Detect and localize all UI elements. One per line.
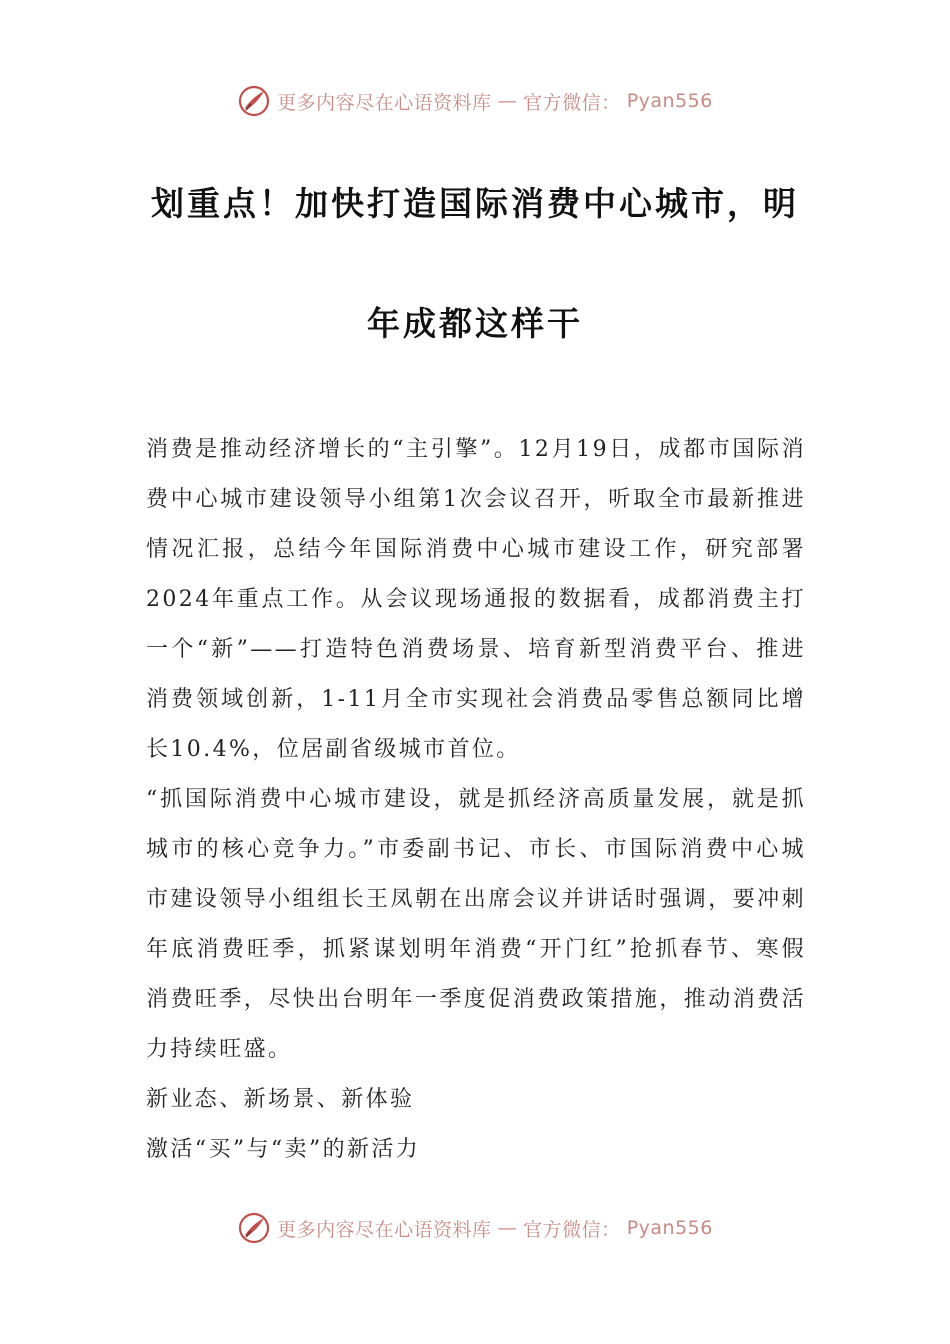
quill-pen-icon: [237, 84, 271, 118]
watermark-separator: —: [497, 1217, 518, 1239]
header-watermark: [0, 84, 950, 118]
watermark-brand: 更多内容尽在心语资料库: [277, 1218, 492, 1241]
watermark-wechat-label: 官方微信：: [523, 91, 621, 114]
watermark-brand: 更多内容尽在心语资料库: [277, 91, 492, 114]
paragraph-intro: 消费是推动经济增长的“主引擎”。12月19日，成都市国际消费中心城市建设领导小组第1次会议召开，听取全市最新推进情况汇报，总结今年国际消费中心城市建设工作，研究部署2024年重点工作。从会议现场通报的数据看，成都消费主打一个“新”——打造特色消费场景、培育新型消费平台、推进消费领域创新，1-11月全市实现社会消费品零售总额同比增长10.4%，位居副省级城市首位。: [146, 437, 806, 762]
article-title-line2: 年成都这样干: [367, 304, 583, 343]
article-body: [146, 425, 806, 1175]
watermark-separator: —: [497, 90, 518, 112]
section-heading-1: 新业态、新场景、新体验: [146, 1087, 415, 1112]
article-title-line1: 划重点！加快打造国际消费中心城市，明: [151, 184, 799, 223]
watermark-wechat-label: 官方微信：: [523, 1218, 621, 1241]
footer-watermark: [0, 1211, 950, 1245]
section-heading-2: 激活“买”与“卖”的新活力: [146, 1137, 421, 1162]
quill-pen-icon: [237, 1211, 271, 1245]
watermark-wechat-id: Pyan556: [626, 90, 713, 112]
watermark-wechat-id: Pyan556: [626, 1217, 713, 1239]
paragraph-quote: “抓国际消费中心城市建设，就是抓经济高质量发展，就是抓城市的核心竞争力。”市委副书记、市长、市国际消费中心城市建设领导小组组长王凤朝在出席会议并讲话时强调，要冲刺年底消费旺季，抓紧谋划明年消费“开门红”抢抓春节、寒假消费旺季，尽快出台明年一季度促消费政策措施，推动消费活力持续旺盛。: [146, 787, 806, 1062]
